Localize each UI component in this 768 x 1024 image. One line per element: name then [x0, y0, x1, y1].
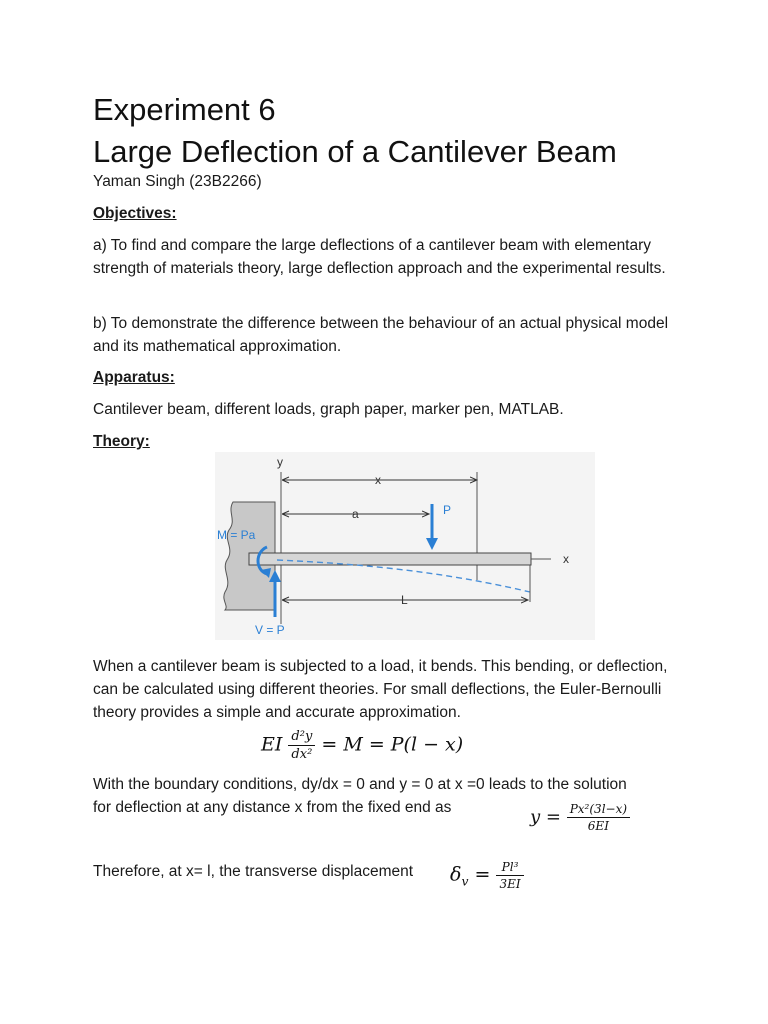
eq3-subscript: v — [461, 874, 469, 889]
x-dimension-label: x — [375, 473, 381, 487]
y-axis-label: y — [277, 455, 283, 469]
eq3-fraction — [496, 860, 523, 891]
boundary-line-2: for deflection at any distance x from the fixed end as — [93, 799, 452, 816]
load-label: P — [443, 503, 452, 517]
eq2-denominator: 6EI — [587, 819, 609, 833]
eq2-numerator: Px²(3l−x) — [567, 802, 630, 818]
eq2-fraction — [567, 802, 630, 833]
tip-deflection-equation — [450, 860, 524, 891]
experiment-number-title: Experiment 6 — [93, 92, 276, 127]
eq1-right: = M = P(l − x) — [321, 733, 464, 756]
eq1-numerator: d²y — [288, 729, 315, 746]
transverse-text: Therefore, at x= l, the transverse displacement — [93, 863, 414, 880]
eq3-equals: = — [474, 863, 491, 886]
objective-b: b) To demonstrate the difference between the behaviour of an actual physical model and its mathematical approximation. — [93, 315, 669, 355]
eq1-left: EI — [261, 733, 283, 756]
objectives-heading: Objectives: — [93, 205, 177, 222]
a-dimension-label: a — [352, 507, 359, 521]
length-dimension-label: L — [401, 593, 408, 607]
eq1-denominator: dx² — [291, 747, 313, 762]
theory-paragraph: When a cantilever beam is subjected to a load, it bends. This bending, or deflection, can be calculated using different theories. For small deflections, the Euler-Bernoulli theory provides a simple and accurate approximation. — [93, 658, 668, 721]
eq2-left: y = — [530, 806, 561, 828]
deflection-equation — [530, 802, 630, 833]
experiment-title: Large Deflection of a Cantilever Beam — [93, 134, 617, 169]
eq3-delta: δ — [450, 863, 462, 886]
x-axis-label: x — [563, 552, 569, 566]
apparatus-heading: Apparatus: — [93, 369, 175, 386]
beam — [249, 553, 531, 565]
eq3-numerator: Pl³ — [496, 860, 523, 876]
apparatus-text: Cantilever beam, different loads, graph paper, marker pen, MATLAB. — [93, 401, 564, 418]
theory-heading: Theory: — [93, 433, 150, 450]
eq3-denominator: 3EI — [499, 877, 521, 891]
cantilever-beam-diagram — [215, 452, 595, 640]
objective-a: a) To find and compare the large deflections of a cantilever beam with elementary strength of materials theory, large deflection approach and the experimental results. — [93, 237, 666, 277]
moment-label: M = Pa — [217, 528, 256, 542]
boundary-line-1: With the boundary conditions, dy/dx = 0 and y = 0 at x =0 leads to the solution — [93, 776, 627, 793]
moment-equation — [261, 729, 463, 762]
author-line: Yaman Singh (23B2266) — [93, 173, 262, 190]
eq1-fraction — [288, 729, 315, 762]
reaction-label: V = P — [255, 623, 285, 637]
